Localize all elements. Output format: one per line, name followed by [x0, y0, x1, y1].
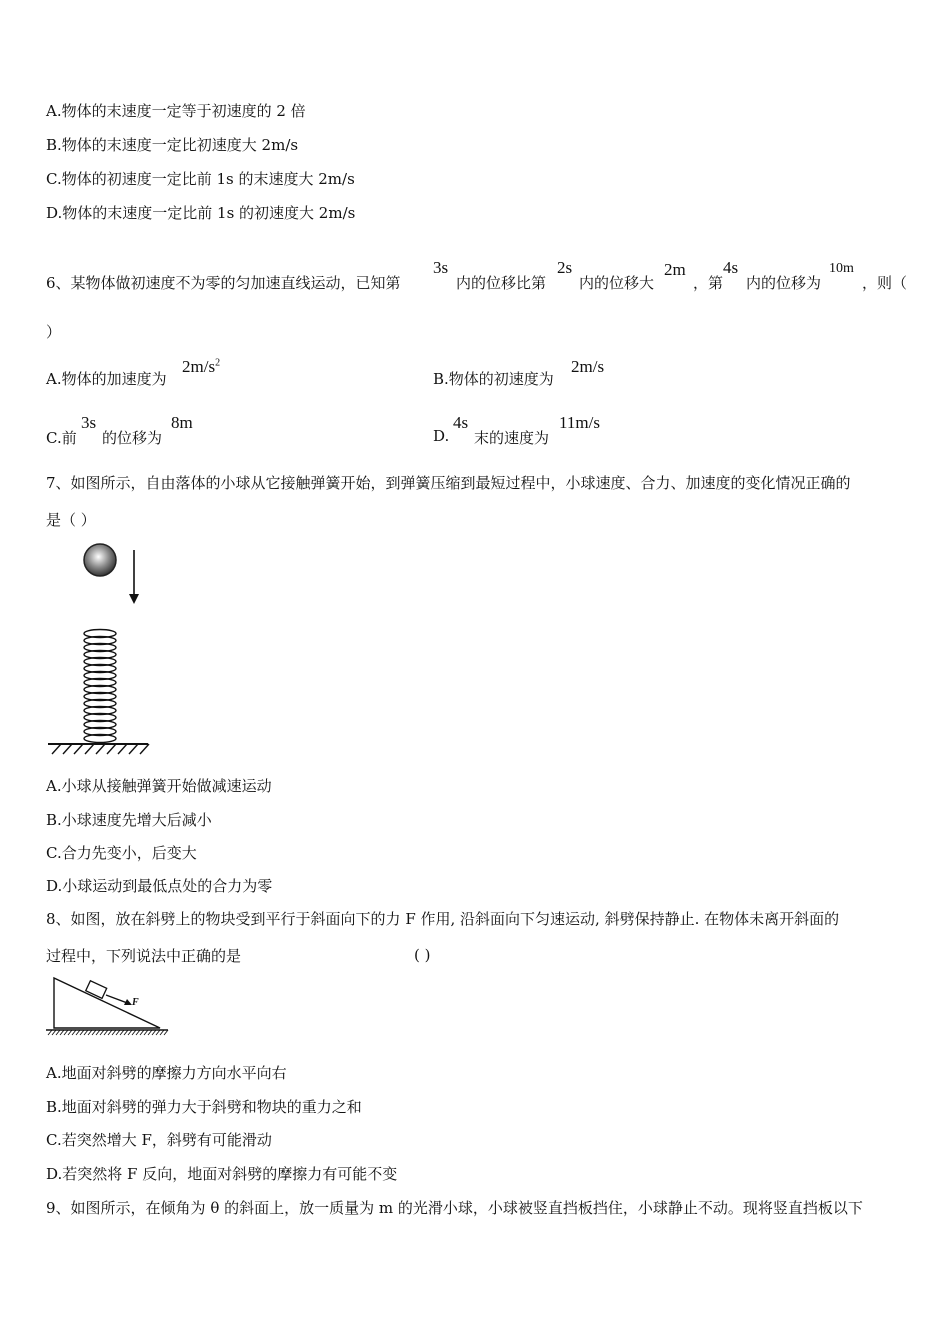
q6-stem-end: ） [46, 323, 62, 341]
q7-stem-line2: 是（ ） [46, 511, 96, 529]
q6-option-d-label: 末的速度为 [474, 429, 550, 447]
hatch-mark [152, 1030, 156, 1035]
q8-option-a: A.地面对斜劈的摩擦力方向水平向右 [46, 1064, 287, 1082]
q6-option-c-value2: 8m [171, 413, 193, 432]
q8-option-b: B.地面对斜劈的弹力大于斜劈和物块的重力之和 [46, 1098, 362, 1116]
q8-stem-line1: 8、如图，放在斜劈上的物块受到平行于斜面向下的力 F 作用, 沿斜面向下匀速运动, 斜劈保持静止. 在物体未离开斜面的 [46, 910, 840, 928]
q5-option-d: D.物体的末速度一定比前 1s 的初速度大 2m/s [46, 204, 356, 222]
force-label: F [132, 997, 139, 1008]
hatch-mark [140, 744, 149, 754]
hatch-mark [76, 1030, 80, 1035]
hatch-mark [164, 1030, 168, 1035]
hatch-mark [63, 744, 72, 754]
q5-option-c: C.物体的初速度一定比前 1s 的末速度大 2m/s [46, 170, 355, 188]
hatch-mark [160, 1030, 164, 1035]
q6-option-c-label: C.前 [46, 429, 77, 447]
hatch-mark [74, 744, 83, 754]
q8-option-c: C.若突然增大 F，斜劈有可能滑动 [46, 1131, 272, 1149]
q6-stem-text: 6、某物体做初速度不为零的匀加速直线运动，已知第 [46, 274, 401, 292]
hatch-mark [88, 1030, 92, 1035]
q6-option-a-exponent: 2 [215, 357, 221, 369]
hatch-mark [64, 1030, 68, 1035]
q6-value-4s: 4s [723, 258, 739, 277]
q8-stem-line2: 过程中，下列说法中正确的是 [46, 947, 242, 965]
hatch-mark [108, 1030, 112, 1035]
hatch-mark [68, 1030, 72, 1035]
spring-coil [84, 630, 116, 743]
q6-option-b-value: 2m/s [571, 357, 605, 376]
hatch-mark [136, 1030, 140, 1035]
hatch-mark [80, 1030, 84, 1035]
hatch-mark [84, 1030, 88, 1035]
hatch-mark [107, 744, 116, 754]
q5-option-b: B.物体的末速度一定比初速度大 2m/s [46, 136, 299, 154]
hatch-mark [100, 1030, 104, 1035]
q7-option-b: B.小球速度先增大后减小 [46, 811, 212, 829]
hatch-mark [128, 1030, 132, 1035]
q7-option-d: D.小球运动到最低点处的合力为零 [46, 877, 273, 895]
hatch-mark [52, 744, 61, 754]
hatch-mark [48, 1030, 52, 1035]
wedge [54, 978, 160, 1028]
q6-stem-text: 内的位移比第 [456, 274, 547, 292]
q9-stem-line1: 9、如图所示，在倾角为 θ 的斜面上，放一质量为 m 的光滑小球，小球被竖直挡板挡住，小球静止不动。现将竖直挡板以下 [46, 1199, 863, 1217]
block [86, 981, 107, 999]
hatch-mark [56, 1030, 60, 1035]
ground-hatch [52, 744, 149, 754]
q5-option-a: A.物体的末速度一定等于初速度的 2 倍 [46, 102, 306, 120]
hatch-mark [148, 1030, 152, 1035]
hatch-mark [132, 1030, 136, 1035]
q6-option-d-label: D. [433, 427, 450, 445]
q8-incline-figure [44, 974, 172, 1036]
ground-hatch [48, 1030, 168, 1035]
q6-option-a-value [182, 357, 220, 377]
hatch-mark [156, 1030, 160, 1035]
hatch-mark [104, 1030, 108, 1035]
hatch-mark [96, 1030, 100, 1035]
hatch-mark [120, 1030, 124, 1035]
hatch-mark [144, 1030, 148, 1035]
hatch-mark [72, 1030, 76, 1035]
q6-option-d-value1: 4s [453, 413, 469, 432]
q6-option-a-label: A.物体的加速度为 [46, 370, 167, 388]
ball [84, 544, 116, 576]
q6-option-d-value2: 11m/s [559, 413, 600, 432]
hatch-mark [52, 1030, 56, 1035]
hatch-mark [129, 744, 138, 754]
hatch-mark [92, 1030, 96, 1035]
q7-option-c: C.合力先变小，后变大 [46, 844, 197, 862]
q6-stem-text: ，第 [693, 274, 724, 292]
hatch-mark [140, 1030, 144, 1035]
q6-option-b-label: B.物体的初速度为 [433, 370, 554, 388]
hatch-mark [96, 744, 105, 754]
hatch-mark [112, 1030, 116, 1035]
q6-value-10m: 10m [829, 261, 854, 276]
q7-stem-line1: 7、如图所示，自由落体的小球从它接触弹簧开始，到弹簧压缩到最短过程中，小球速度、合力、加速度的变化情况正确的 [46, 474, 851, 492]
hatch-mark [124, 1030, 128, 1035]
q8-option-d: D.若突然将 F 反向，地面对斜劈的摩擦力有可能不变 [46, 1165, 398, 1183]
q7-spring-ball-figure [44, 538, 154, 760]
q6-option-a-unit: 2m/s [182, 357, 216, 376]
q8-answer-paren: ( ) [414, 946, 431, 964]
q6-value-3s: 3s [433, 258, 449, 277]
hatch-mark [118, 744, 127, 754]
q6-option-c-value1: 3s [81, 413, 97, 432]
hatch-mark [85, 744, 94, 754]
q6-stem-text: 内的位移大 [579, 274, 655, 292]
q6-value-2s: 2s [557, 258, 573, 277]
q6-value-2m: 2m [664, 260, 686, 279]
q6-stem-text: 内的位移为 [746, 274, 822, 292]
hatch-mark [116, 1030, 120, 1035]
q6-stem [46, 272, 401, 293]
hatch-mark [60, 1030, 64, 1035]
q6-option-c-label: 的位移为 [102, 429, 163, 447]
q6-stem-text: ，则（ [862, 274, 908, 292]
arrow-head [129, 594, 139, 604]
q7-option-a: A.小球从接触弹簧开始做减速运动 [46, 777, 272, 795]
